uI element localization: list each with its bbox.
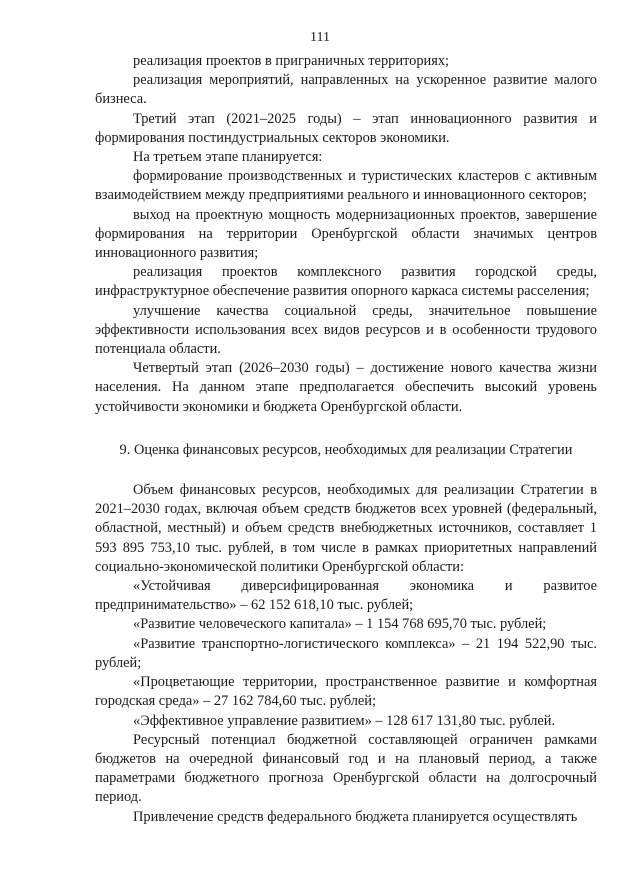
- section-paragraph: «Процветающие территории, пространственное развитие и комфортная городская среда» – 27 162 784,60 тыс. рублей;: [95, 674, 597, 710]
- paragraph: реализация проектов комплексного развития городской среды, инфраструктурное обеспечение развития опорного каркаса системы расселения;: [95, 264, 597, 300]
- paragraph: реализация проектов в приграничных территориях;: [133, 53, 450, 69]
- paragraph: реализация мероприятий, направленных на ускоренное развитие малого бизнеса.: [95, 72, 597, 108]
- paragraph: формирование производственных и туристических кластеров с активным взаимодействием между предприятиями реального и инновационного секторов;: [95, 168, 597, 204]
- section-paragraph: «Развитие человеческого капитала» – 1 154 768 695,70 тыс. рублей;: [133, 616, 547, 633]
- paragraph: Четвертый этап (2026–2030 годы) – достижение нового качества жизни населения. На данном этапе предполагается обеспечить высокий уровень устойчивости экономики и бюджета Оренбургской области.: [95, 360, 597, 415]
- document-body: [95, 52, 597, 827]
- section-paragraph: «Эффективное управление развитием» – 128 617 131,80 тыс. рублей.: [133, 712, 556, 729]
- section-paragraph: Ресурсный потенциал бюджетной составляющей ограничен рамками бюджетов на очередной финансовый год и на плановый период, а также параметрами бюджетного прогноза Оренбургской области на долгосрочный период.: [95, 731, 597, 806]
- paragraph: улучшение качества социальной среды, значительное повышение эффективности использования всех видов ресурсов и в особенности трудового потенциала области.: [95, 302, 597, 358]
- page-number: 111: [310, 30, 330, 45]
- section-paragraph: Объем финансовых ресурсов, необходимых для реализации Стратегии в 2021–2030 годах, включая объем средств бюджетов всех уровней (федеральный, областной, местный) и объем средств внебюджетных источников, составляет 1 593 895 753,10 тыс. рублей, в том числе в рамках приоритетных направлений социально-экономической политики Оренбургской области:: [95, 482, 597, 575]
- paragraph: выход на проектную мощность модернизационных проектов, завершение формирования на территории Оренбургской области значимых центров инновационного развития;: [95, 206, 597, 262]
- section-paragraph: «Развитие транспортно-логистического комплекса» – 21 194 522,90 тыс. рублей;: [95, 635, 597, 671]
- section-heading: 9. Оценка финансовых ресурсов, необходимых для реализации Стратегии: [119, 441, 573, 458]
- section-paragraph: «Устойчивая диверсифицированная экономика и развитое предпринимательство» – 62 152 618,10 тыс. рублей;: [95, 578, 597, 614]
- paragraph: Третий этап (2021–2025 годы) – этап инновационного развития и формирования постиндустриальных секторов экономики.: [95, 110, 597, 146]
- section-paragraph: Привлечение средств федерального бюджета планируется осуществлять: [133, 808, 578, 825]
- paragraph: На третьем этапе планируется:: [133, 149, 323, 166]
